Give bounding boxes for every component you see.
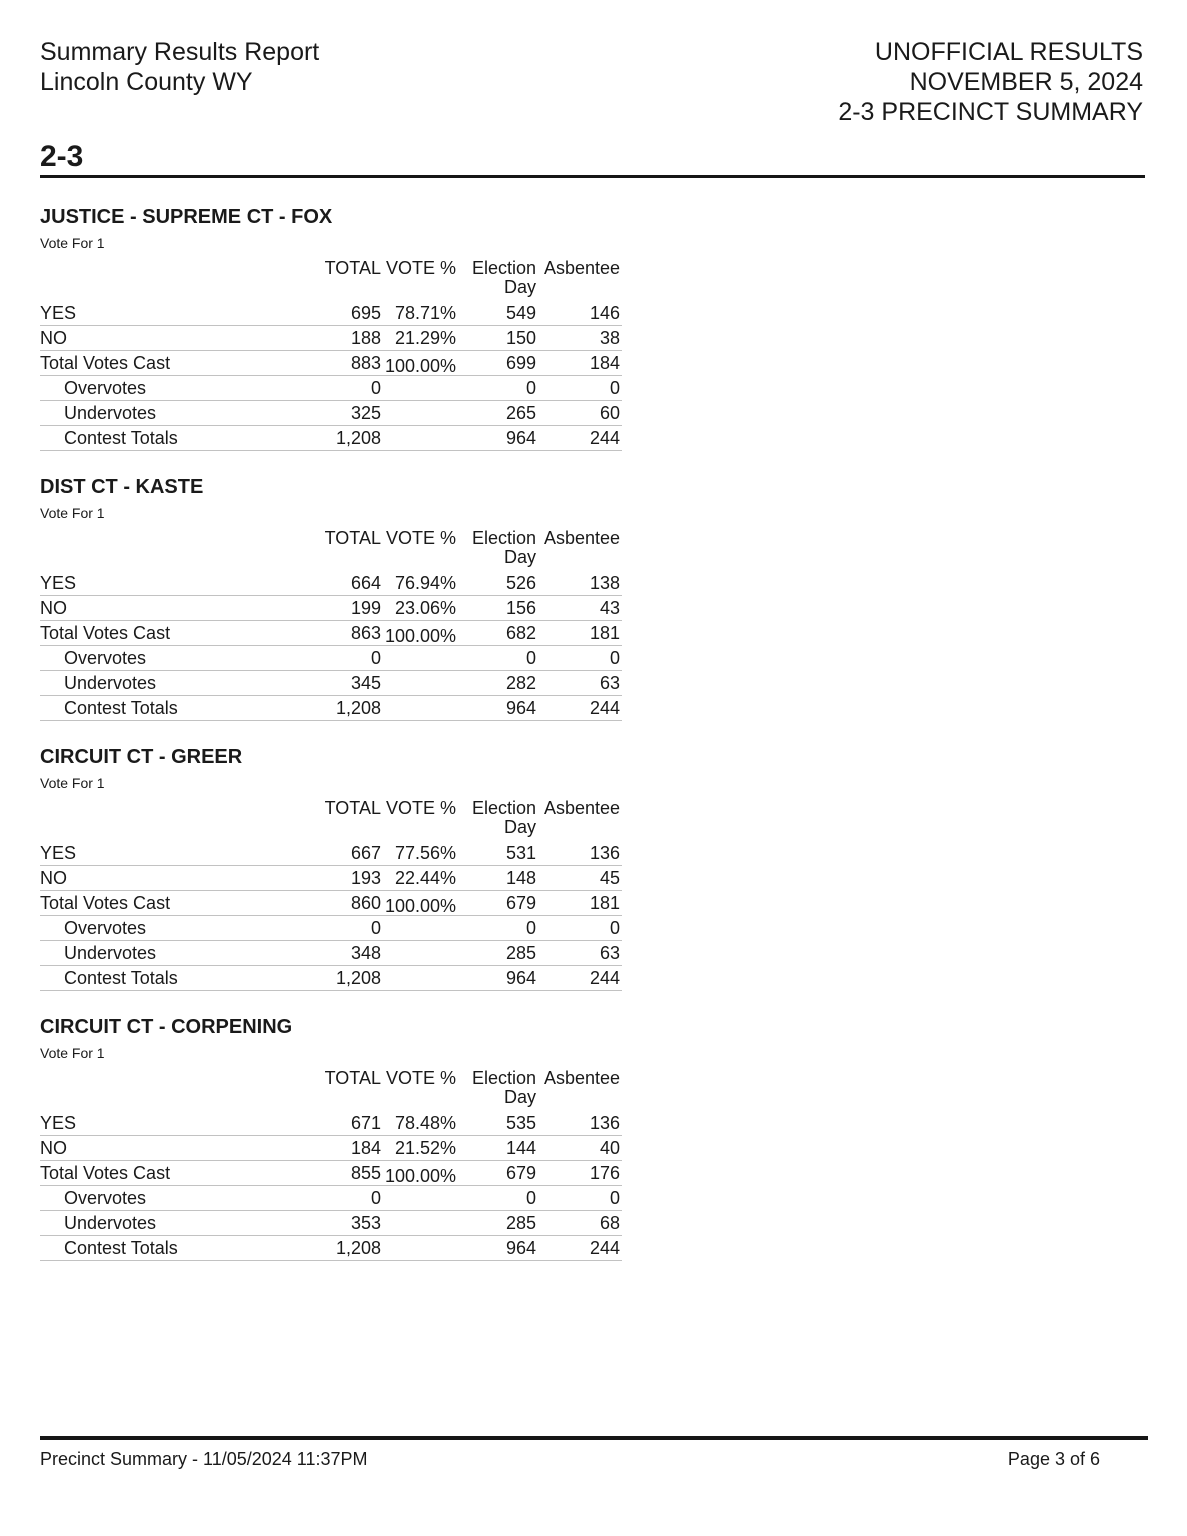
results-table bbox=[40, 257, 622, 451]
row-label: Total Votes Cast bbox=[40, 893, 171, 913]
contest-title: CIRCUIT CT - CORPENING bbox=[40, 1016, 293, 1038]
cell-total: 883 bbox=[350, 353, 381, 373]
cell-vote-pct bbox=[383, 426, 458, 451]
cell-total: 0 bbox=[370, 918, 381, 938]
cell-absentee: 38 bbox=[599, 328, 620, 348]
cell-absentee: 136 bbox=[589, 1113, 620, 1133]
cell-absentee: 0 bbox=[609, 918, 620, 938]
table-row bbox=[40, 301, 622, 326]
row-label: Total Votes Cast bbox=[40, 1163, 171, 1183]
contest-title: DIST CT - KASTE bbox=[40, 476, 204, 498]
row-label: Contest Totals bbox=[64, 698, 178, 718]
contests-container bbox=[40, 205, 1147, 1261]
cell-election-day: 285 bbox=[505, 1213, 536, 1233]
cell-vote-pct: 21.29% bbox=[394, 328, 456, 348]
cell-absentee: 0 bbox=[609, 648, 620, 668]
cell-total: 0 bbox=[370, 1188, 381, 1208]
cell-absentee: 181 bbox=[589, 623, 620, 643]
cell-absentee: 244 bbox=[589, 1238, 620, 1258]
table-row bbox=[40, 916, 622, 941]
cell-election-day: 148 bbox=[505, 868, 536, 888]
cell-absentee: 244 bbox=[589, 698, 620, 718]
table-row bbox=[40, 351, 622, 376]
contest-title: JUSTICE - SUPREME CT - FOX bbox=[40, 206, 333, 228]
footer-page-number: Page 3 of 6 bbox=[1007, 1449, 1100, 1469]
cell-election-day: 964 bbox=[505, 428, 536, 448]
table-row bbox=[40, 621, 622, 646]
table-row bbox=[40, 426, 622, 451]
contest-section bbox=[40, 1015, 1147, 1261]
row-label: YES bbox=[40, 303, 77, 323]
cell-total: 664 bbox=[350, 573, 381, 593]
table-row bbox=[40, 646, 622, 671]
cell-total: 199 bbox=[350, 598, 381, 618]
vote-for-label: Vote For 1 bbox=[40, 235, 105, 251]
table-row bbox=[40, 891, 622, 916]
contest-section bbox=[40, 475, 1147, 721]
table-row bbox=[40, 1136, 622, 1161]
cell-election-day: 0 bbox=[525, 648, 536, 668]
report-header-right bbox=[838, 37, 1143, 127]
cell-absentee: 40 bbox=[599, 1138, 620, 1158]
cell-absentee: 184 bbox=[589, 353, 620, 373]
cell-vote-pct: 100.00% bbox=[384, 626, 456, 646]
row-label: Overvotes bbox=[64, 918, 147, 938]
cell-absentee: 136 bbox=[589, 843, 620, 863]
cell-election-day: 282 bbox=[505, 673, 536, 693]
col-header-absentee: Asbentee bbox=[543, 528, 620, 548]
cell-election-day: 549 bbox=[505, 303, 536, 323]
vote-for-label: Vote For 1 bbox=[40, 775, 105, 791]
cell-election-day: 964 bbox=[505, 1238, 536, 1258]
cell-election-day: 285 bbox=[505, 943, 536, 963]
col-header-vote-pct: VOTE % bbox=[385, 798, 456, 818]
cell-vote-pct: 22.44% bbox=[394, 868, 456, 888]
cell-election-day: 531 bbox=[505, 843, 536, 863]
report-header-left bbox=[40, 37, 319, 127]
row-label: NO bbox=[40, 868, 67, 888]
row-label: YES bbox=[40, 1113, 77, 1133]
row-label: Contest Totals bbox=[64, 968, 178, 988]
cell-total: 1,208 bbox=[335, 968, 381, 988]
row-label: Undervotes bbox=[64, 673, 157, 693]
cell-election-day: 144 bbox=[505, 1138, 536, 1158]
col-header-vote-pct: VOTE % bbox=[385, 1068, 456, 1088]
row-label: NO bbox=[40, 328, 67, 348]
row-label: Undervotes bbox=[64, 943, 157, 963]
cell-vote-pct bbox=[383, 401, 458, 426]
table-header-row bbox=[40, 797, 622, 841]
table-row bbox=[40, 671, 622, 696]
vote-for-label: Vote For 1 bbox=[40, 1045, 105, 1061]
row-label: Undervotes bbox=[64, 1213, 157, 1233]
table-row bbox=[40, 866, 622, 891]
contest-section bbox=[40, 745, 1147, 991]
cell-election-day: 150 bbox=[505, 328, 536, 348]
cell-election-day: 0 bbox=[525, 918, 536, 938]
results-table bbox=[40, 797, 622, 991]
cell-total: 188 bbox=[350, 328, 381, 348]
row-label: Overvotes bbox=[64, 1188, 147, 1208]
row-label: NO bbox=[40, 1138, 67, 1158]
cell-total: 1,208 bbox=[335, 698, 381, 718]
col-header-choice bbox=[40, 527, 308, 571]
cell-total: 671 bbox=[350, 1113, 381, 1133]
cell-vote-pct: 21.52% bbox=[394, 1138, 456, 1158]
election-date: NOVEMBER 5, 2024 bbox=[909, 68, 1143, 96]
report-title: Summary Results Report bbox=[40, 38, 320, 66]
table-row bbox=[40, 1111, 622, 1136]
table-row bbox=[40, 1236, 622, 1261]
precinct-summary-label: 2-3 PRECINCT SUMMARY bbox=[838, 98, 1143, 126]
cell-election-day: 699 bbox=[505, 353, 536, 373]
cell-election-day: 682 bbox=[505, 623, 536, 643]
row-label: Total Votes Cast bbox=[40, 353, 171, 373]
row-label: Contest Totals bbox=[64, 1238, 178, 1258]
row-label: Contest Totals bbox=[64, 428, 178, 448]
cell-absentee: 244 bbox=[589, 968, 620, 988]
report-header bbox=[0, 0, 1187, 127]
row-label: Overvotes bbox=[64, 648, 147, 668]
vote-for-label: Vote For 1 bbox=[40, 505, 105, 521]
row-label: YES bbox=[40, 843, 77, 863]
table-header-row bbox=[40, 527, 622, 571]
results-table bbox=[40, 527, 622, 721]
cell-vote-pct: 78.71% bbox=[394, 303, 456, 323]
results-table bbox=[40, 1067, 622, 1261]
table-row bbox=[40, 571, 622, 596]
cell-total: 353 bbox=[350, 1213, 381, 1233]
col-header-choice bbox=[40, 797, 308, 841]
row-label: Undervotes bbox=[64, 403, 157, 423]
cell-election-day: 265 bbox=[505, 403, 536, 423]
cell-total: 863 bbox=[350, 623, 381, 643]
cell-total: 695 bbox=[350, 303, 381, 323]
col-header-election-day: Election Day bbox=[471, 798, 536, 837]
cell-absentee: 68 bbox=[599, 1213, 620, 1233]
cell-total: 667 bbox=[350, 843, 381, 863]
table-row bbox=[40, 596, 622, 621]
cell-total: 193 bbox=[350, 868, 381, 888]
county-name: Lincoln County WY bbox=[40, 68, 253, 96]
col-header-absentee: Asbentee bbox=[543, 258, 620, 278]
cell-vote-pct: 78.48% bbox=[394, 1113, 456, 1133]
cell-total: 1,208 bbox=[335, 1238, 381, 1258]
table-row bbox=[40, 941, 622, 966]
cell-election-day: 0 bbox=[525, 1188, 536, 1208]
contest-title: CIRCUIT CT - GREER bbox=[40, 746, 243, 768]
col-header-vote-pct: VOTE % bbox=[385, 258, 456, 278]
col-header-total: TOTAL bbox=[324, 258, 381, 278]
cell-total: 345 bbox=[350, 673, 381, 693]
cell-vote-pct bbox=[383, 671, 458, 696]
cell-election-day: 156 bbox=[505, 598, 536, 618]
table-row bbox=[40, 1186, 622, 1211]
cell-absentee: 0 bbox=[609, 1188, 620, 1208]
table-row bbox=[40, 326, 622, 351]
cell-election-day: 679 bbox=[505, 893, 536, 913]
col-header-choice bbox=[40, 1067, 308, 1111]
cell-vote-pct bbox=[383, 941, 458, 966]
cell-election-day: 679 bbox=[505, 1163, 536, 1183]
cell-election-day: 964 bbox=[505, 968, 536, 988]
col-header-total: TOTAL bbox=[324, 1068, 381, 1088]
cell-total: 348 bbox=[350, 943, 381, 963]
cell-vote-pct: 77.56% bbox=[394, 843, 456, 863]
cell-absentee: 60 bbox=[599, 403, 620, 423]
footer-report-info: Precinct Summary - 11/05/2024 11:37PM bbox=[40, 1449, 368, 1469]
cell-absentee: 176 bbox=[589, 1163, 620, 1183]
table-row bbox=[40, 1211, 622, 1236]
table-header-row bbox=[40, 1067, 622, 1111]
cell-absentee: 146 bbox=[589, 303, 620, 323]
cell-election-day: 964 bbox=[505, 698, 536, 718]
cell-vote-pct bbox=[383, 966, 458, 991]
report-footer bbox=[40, 1436, 1148, 1470]
cell-total: 855 bbox=[350, 1163, 381, 1183]
cell-vote-pct: 100.00% bbox=[384, 1166, 456, 1186]
contest-section bbox=[40, 205, 1147, 451]
cell-total: 1,208 bbox=[335, 428, 381, 448]
row-label: Total Votes Cast bbox=[40, 623, 171, 643]
table-row bbox=[40, 376, 622, 401]
row-label: YES bbox=[40, 573, 77, 593]
cell-absentee: 181 bbox=[589, 893, 620, 913]
col-header-absentee: Asbentee bbox=[543, 1068, 620, 1088]
cell-absentee: 43 bbox=[599, 598, 620, 618]
cell-vote-pct bbox=[383, 1236, 458, 1261]
cell-vote-pct: 23.06% bbox=[394, 598, 456, 618]
table-row bbox=[40, 1161, 622, 1186]
cell-election-day: 535 bbox=[505, 1113, 536, 1133]
precinct-title: 2-3 bbox=[40, 141, 1145, 178]
cell-vote-pct bbox=[383, 646, 458, 671]
col-header-election-day: Election Day bbox=[471, 528, 536, 567]
col-header-total: TOTAL bbox=[324, 528, 381, 548]
cell-vote-pct bbox=[383, 1211, 458, 1236]
cell-total: 184 bbox=[350, 1138, 381, 1158]
table-row bbox=[40, 696, 622, 721]
row-label: NO bbox=[40, 598, 67, 618]
table-header-row bbox=[40, 257, 622, 301]
col-header-vote-pct: VOTE % bbox=[385, 528, 456, 548]
cell-vote-pct bbox=[383, 1186, 458, 1211]
cell-absentee: 63 bbox=[599, 673, 620, 693]
cell-absentee: 0 bbox=[609, 378, 620, 398]
cell-total: 860 bbox=[350, 893, 381, 913]
col-header-election-day: Election Day bbox=[471, 1068, 536, 1107]
cell-total: 0 bbox=[370, 648, 381, 668]
cell-vote-pct: 76.94% bbox=[394, 573, 456, 593]
results-status: UNOFFICIAL RESULTS bbox=[874, 38, 1143, 66]
cell-vote-pct: 100.00% bbox=[384, 896, 456, 916]
col-header-choice bbox=[40, 257, 308, 301]
cell-absentee: 138 bbox=[589, 573, 620, 593]
row-label: Overvotes bbox=[64, 378, 147, 398]
cell-total: 0 bbox=[370, 378, 381, 398]
cell-total: 325 bbox=[350, 403, 381, 423]
col-header-election-day: Election Day bbox=[471, 258, 536, 297]
cell-absentee: 244 bbox=[589, 428, 620, 448]
cell-election-day: 526 bbox=[505, 573, 536, 593]
table-row bbox=[40, 401, 622, 426]
cell-vote-pct bbox=[383, 696, 458, 721]
cell-absentee: 63 bbox=[599, 943, 620, 963]
cell-vote-pct bbox=[383, 376, 458, 401]
col-header-total: TOTAL bbox=[324, 798, 381, 818]
table-row bbox=[40, 966, 622, 991]
cell-vote-pct: 100.00% bbox=[384, 356, 456, 376]
cell-absentee: 45 bbox=[599, 868, 620, 888]
table-row bbox=[40, 841, 622, 866]
cell-election-day: 0 bbox=[525, 378, 536, 398]
cell-vote-pct bbox=[383, 916, 458, 941]
col-header-absentee: Asbentee bbox=[543, 798, 620, 818]
